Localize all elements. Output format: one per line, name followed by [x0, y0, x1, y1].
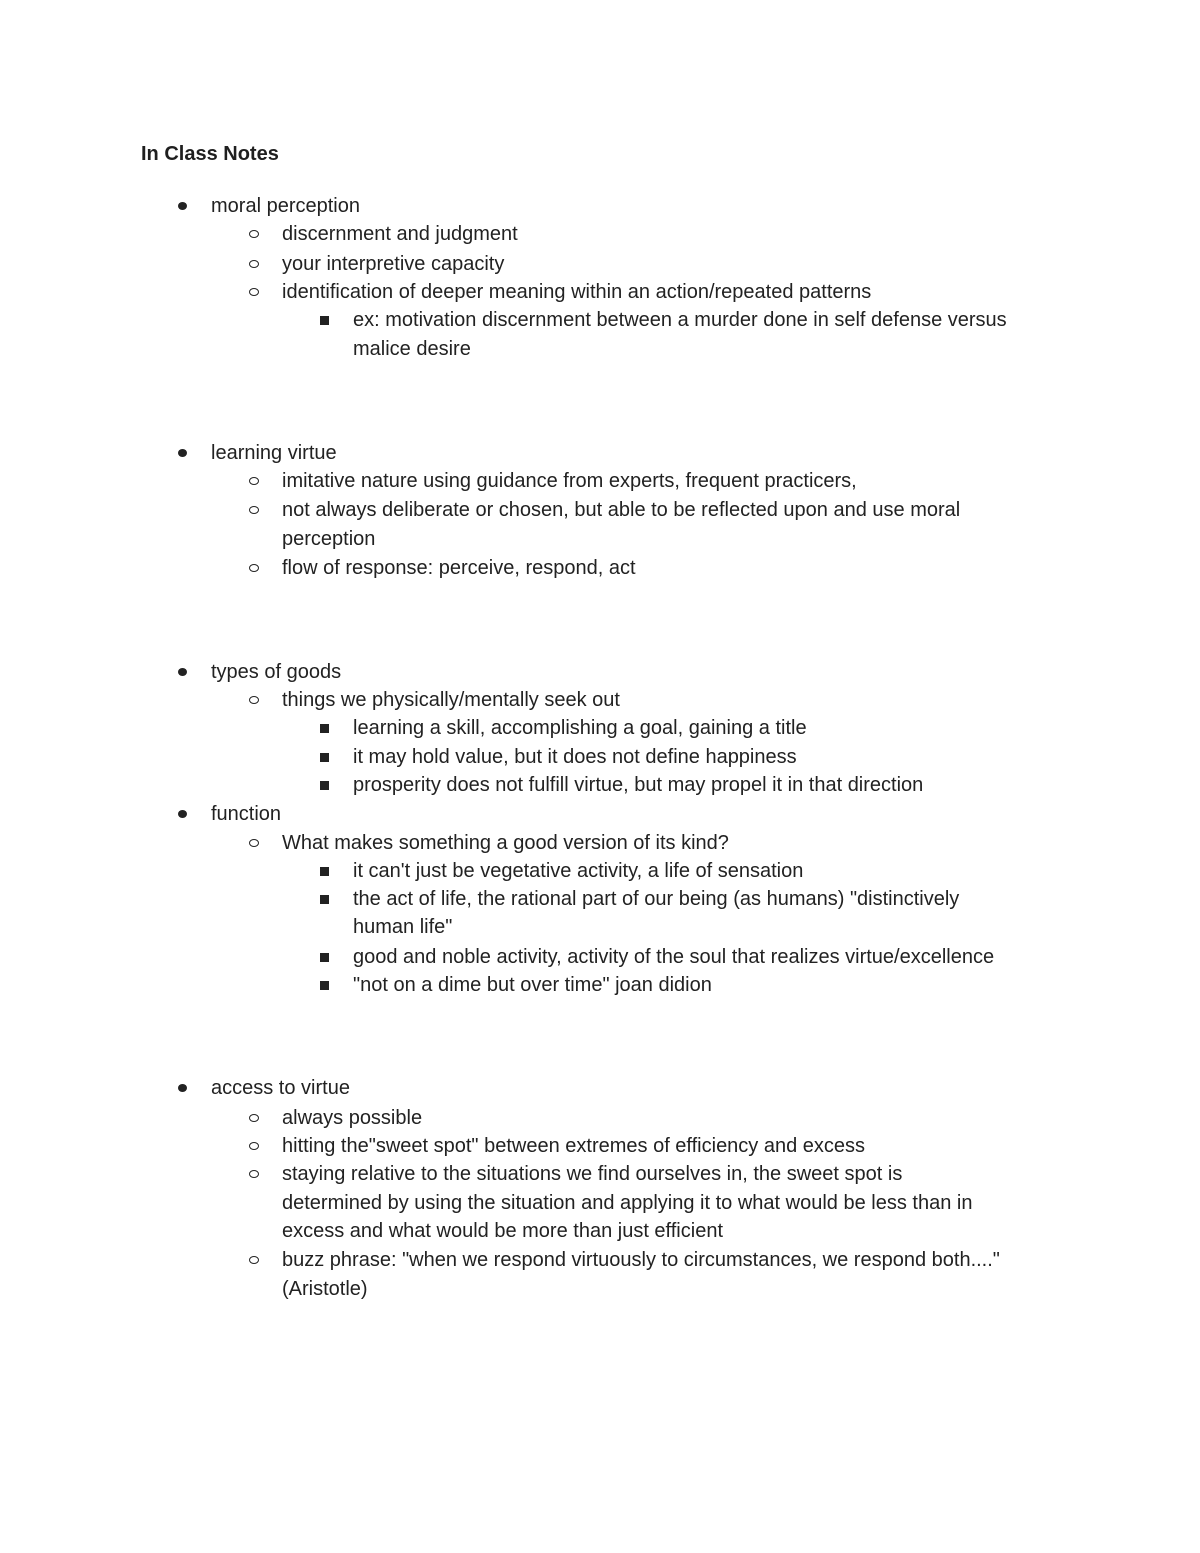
list-item-level3: [353, 772, 923, 798]
list-item-level1: [211, 659, 341, 685]
list-item-text: (Aristotle): [282, 1278, 368, 1300]
list-item-level3: [353, 307, 1007, 333]
bullet-circle-icon: [249, 1170, 259, 1178]
list-item-level2: [282, 1133, 865, 1159]
bullet-square-icon: [320, 724, 329, 733]
list-item-continuation: [353, 914, 452, 940]
list-item-text: types of goods: [211, 661, 342, 683]
list-item-text: it may hold value, but it does not define happiness: [353, 746, 797, 768]
list-item-text: learning virtue: [211, 442, 337, 464]
list-item-text: hitting the"sweet spot" between extremes of efficiency and excess: [282, 1135, 866, 1157]
list-item-level1: [211, 801, 281, 827]
list-item-level3: [353, 858, 803, 884]
list-item-text: staying relative to the situations we find ourselves in, the sweet spot is: [282, 1163, 903, 1185]
list-item-level2: [282, 221, 518, 247]
bullet-square-icon: [320, 316, 329, 325]
list-item-level2: [282, 1247, 1000, 1273]
list-item-text: access to virtue: [211, 1077, 350, 1099]
list-item-level2: [282, 497, 960, 523]
bullet-disc-icon: [178, 1084, 187, 1092]
list-item-text: perception: [282, 528, 376, 550]
list-item-continuation: [282, 526, 375, 552]
list-item-text: imitative nature using guidance from experts, frequent practicers,: [282, 470, 857, 492]
list-item-text: it can't just be vegetative activity, a life of sensation: [353, 860, 804, 882]
list-item-level3: [353, 886, 959, 912]
list-item-level3: [353, 972, 712, 998]
list-item-text: malice desire: [353, 338, 471, 360]
list-item-continuation: [282, 1276, 368, 1302]
bullet-disc-icon: [178, 449, 187, 457]
list-item-text: identification of deeper meaning within an action/repeated patterns: [282, 281, 872, 303]
list-item-level2: [282, 251, 504, 277]
bullet-circle-icon: [249, 1114, 259, 1122]
list-item-level2: [282, 279, 871, 305]
bullet-circle-icon: [249, 839, 259, 847]
list-item-text: ex: motivation discernment between a murder done in self defense versus: [353, 309, 1007, 331]
list-item-level2: [282, 687, 620, 713]
list-item-continuation: [282, 1218, 723, 1244]
bullet-circle-icon: [249, 477, 259, 485]
bullet-square-icon: [320, 781, 329, 790]
list-item-level2: [282, 1161, 902, 1187]
bullet-disc-icon: [178, 202, 187, 210]
page-title: In Class Notes: [141, 143, 279, 165]
list-item-level2: [282, 468, 857, 494]
bullet-circle-icon: [249, 564, 259, 572]
list-item-level1: [211, 193, 360, 219]
list-item-text: things we physically/mentally seek out: [282, 689, 620, 711]
list-item-continuation: [353, 336, 471, 362]
list-item-text: moral perception: [211, 195, 360, 217]
list-item-text: excess and what would be more than just efficient: [282, 1220, 723, 1242]
list-item-text: What makes something a good version of its kind?: [282, 832, 729, 854]
bullet-disc-icon: [178, 810, 187, 818]
list-item-text: good and noble activity, activity of the soul that realizes virtue/excellence: [353, 946, 995, 968]
list-item-text: always possible: [282, 1107, 423, 1129]
list-item-text: the act of life, the rational part of our being (as humans) "distinctively: [353, 888, 960, 910]
list-item-text: flow of response: perceive, respond, act: [282, 557, 636, 579]
bullet-circle-icon: [249, 1142, 259, 1150]
bullet-square-icon: [320, 953, 329, 962]
bullet-circle-icon: [249, 696, 259, 704]
list-item-text: determined by using the situation and applying it to what would be less than in: [282, 1192, 973, 1214]
list-item-level1: [211, 1075, 350, 1101]
bullet-circle-icon: [249, 260, 259, 268]
list-item-text: human life": [353, 916, 453, 938]
list-item-text: buzz phrase: "when we respond virtuously to circumstances, we respond both....": [282, 1249, 1000, 1271]
list-item-text: function: [211, 803, 282, 825]
bullet-circle-icon: [249, 1256, 259, 1264]
bullet-circle-icon: [249, 506, 259, 514]
list-item-text: "not on a dime but over time" joan didion: [353, 974, 712, 996]
list-item-level3: [353, 944, 994, 970]
bullet-circle-icon: [249, 288, 259, 296]
list-item-text: not always deliberate or chosen, but able to be reflected upon and use moral: [282, 499, 961, 521]
bullet-circle-icon: [249, 230, 259, 238]
list-item-text: your interpretive capacity: [282, 253, 505, 275]
list-item-level3: [353, 744, 797, 770]
list-item-text: discernment and judgment: [282, 223, 518, 245]
bullet-square-icon: [320, 867, 329, 876]
list-item-level2: [282, 1105, 422, 1131]
list-item-level1: [211, 440, 337, 466]
bullet-square-icon: [320, 753, 329, 762]
bullet-square-icon: [320, 895, 329, 904]
bullet-square-icon: [320, 981, 329, 990]
list-item-level3: [353, 715, 807, 741]
list-item-level2: [282, 830, 729, 856]
list-item-continuation: [282, 1190, 972, 1216]
list-item-level2: [282, 555, 636, 581]
bullet-disc-icon: [178, 668, 187, 676]
list-item-text: learning a skill, accomplishing a goal, gaining a title: [353, 717, 807, 739]
list-item-text: prosperity does not fulfill virtue, but may propel it in that direction: [353, 774, 924, 796]
